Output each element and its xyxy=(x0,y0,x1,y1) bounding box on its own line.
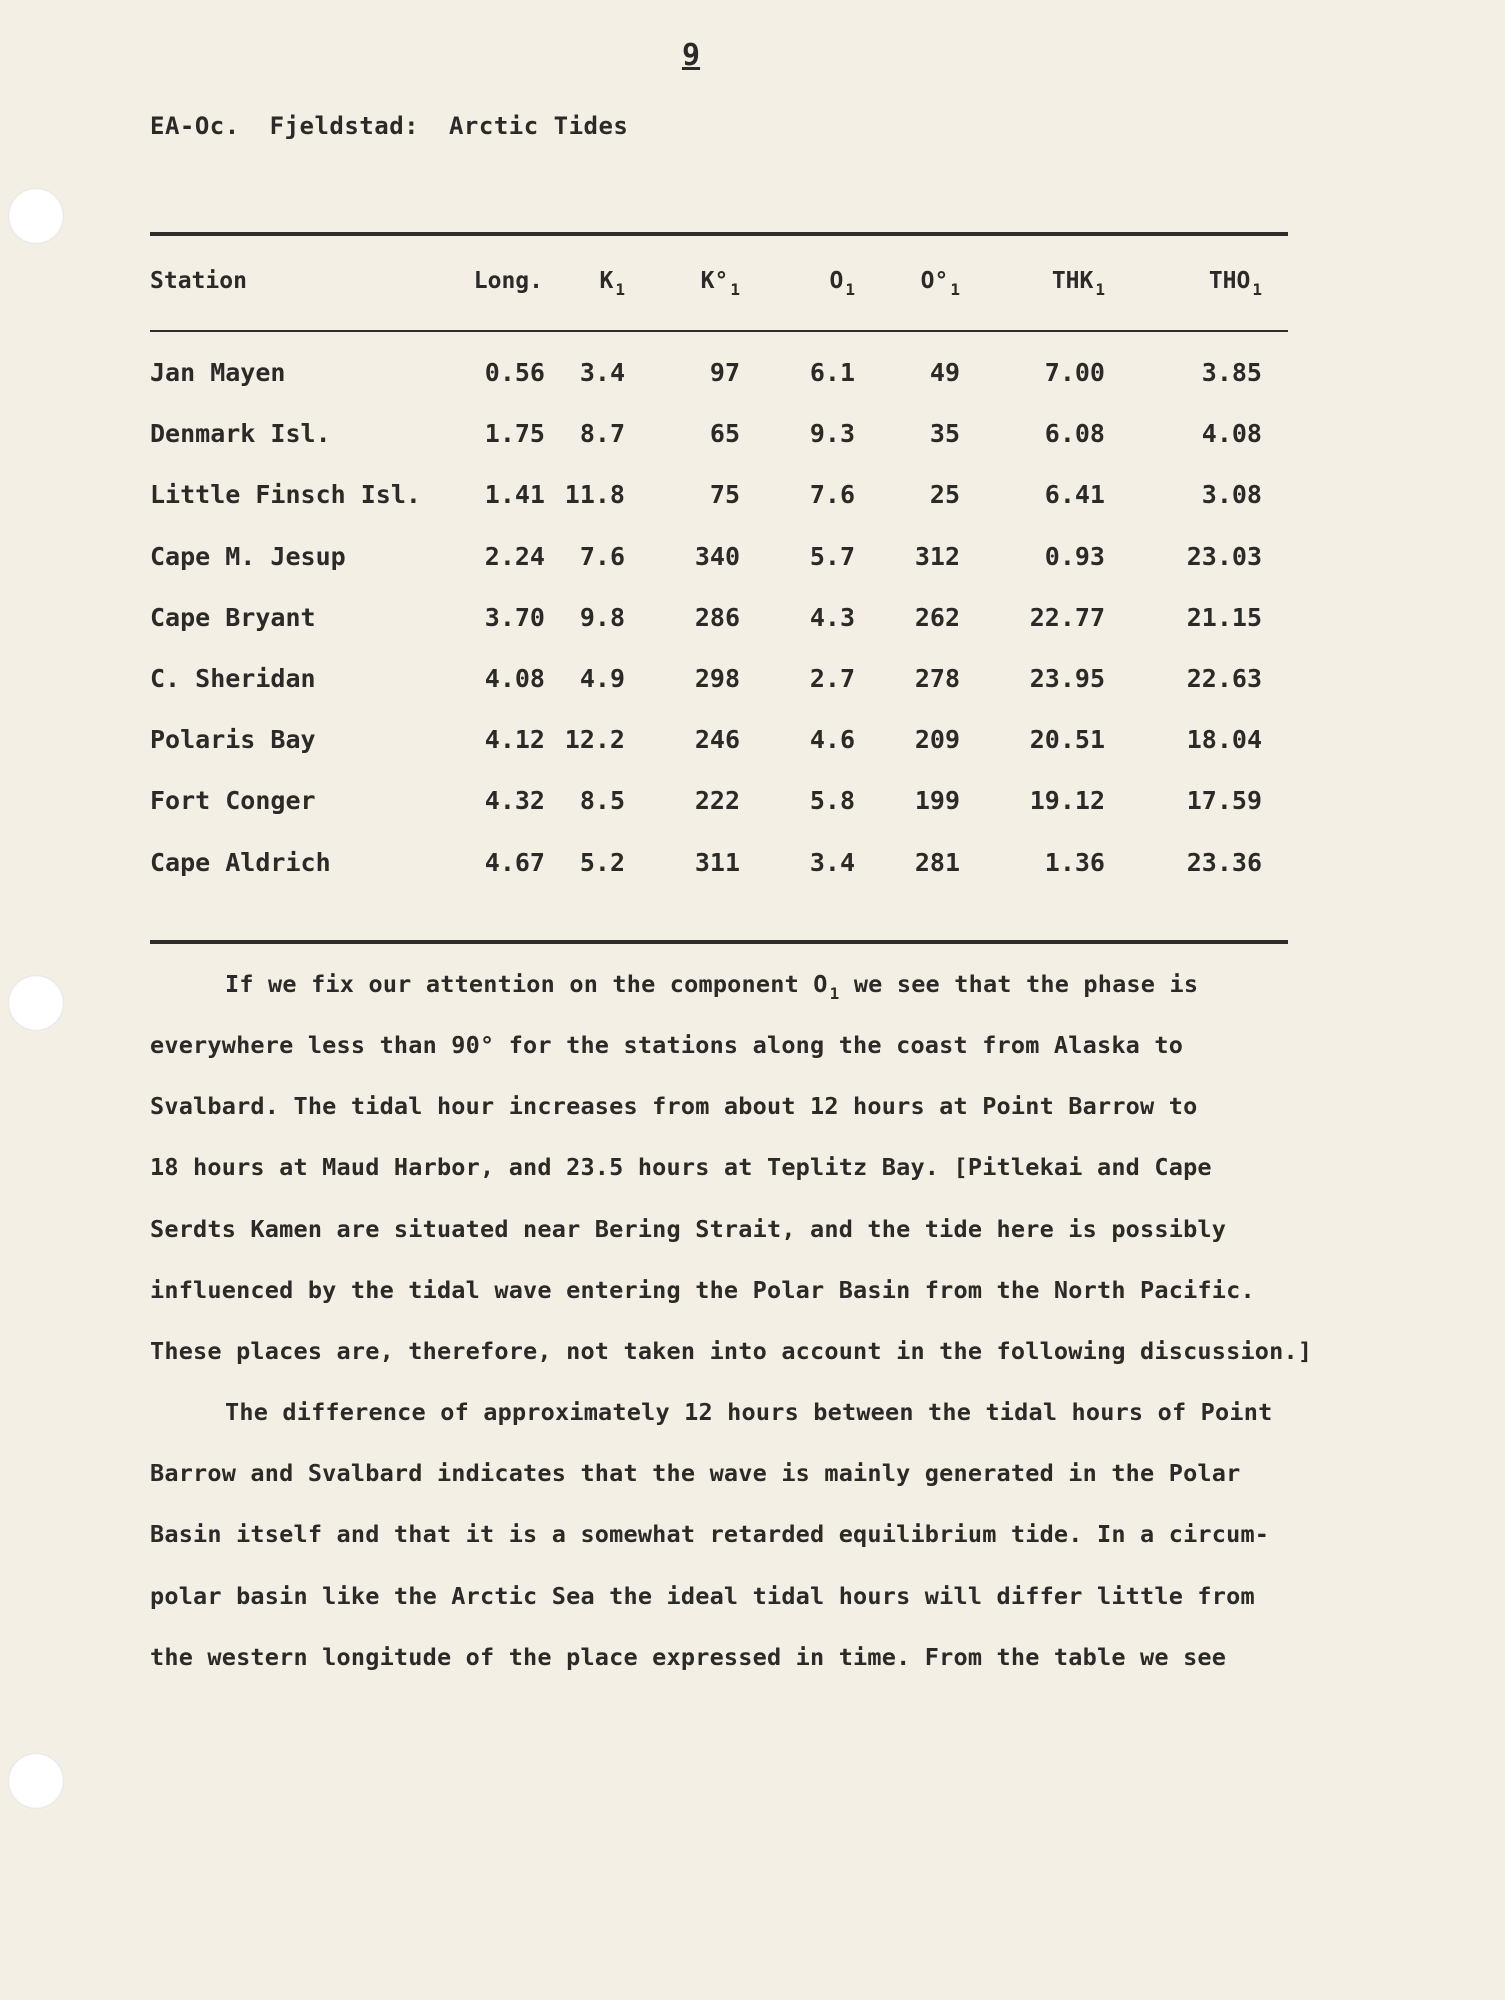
table-bottom-rule xyxy=(150,940,1288,944)
table-cell: 8.5 xyxy=(579,786,625,816)
column-header-label: Long. xyxy=(473,268,543,294)
page-number: 9 xyxy=(682,38,701,73)
table-cell: 3.4 xyxy=(809,847,855,877)
table-cell: 3.85 xyxy=(1201,358,1262,387)
column-header-label: THO xyxy=(1208,268,1251,294)
station-name: Fort Conger xyxy=(150,786,316,816)
table-cell: 281 xyxy=(914,847,960,877)
table-header-rule xyxy=(150,330,1288,332)
table-cell: 35 xyxy=(929,419,960,449)
table-cell: 49 xyxy=(929,358,960,387)
table-cell: 2.24 xyxy=(484,541,545,571)
punch-hole-middle xyxy=(8,975,64,1031)
station-name: Denmark Isl. xyxy=(150,419,331,449)
table-cell: 311 xyxy=(694,847,740,877)
column-header-label: Station xyxy=(150,268,247,294)
table-cell: 5.7 xyxy=(809,541,855,571)
column-header-subscript: 1 xyxy=(845,280,855,299)
paragraph-2-line: Barrow and Svalbard indicates that the wave is mainly generated in the Polar xyxy=(150,1459,1241,1488)
table-cell: 4.9 xyxy=(579,664,625,693)
paragraph-1-line: Svalbard. The tidal hour increases from about 12 hours at Point Barrow to xyxy=(150,1092,1198,1121)
table-cell: 3.70 xyxy=(484,602,545,632)
paragraph-1-line: Serdts Kamen are situated near Bering Strait, and the tide here is possibly xyxy=(150,1214,1227,1243)
table-cell: 9.8 xyxy=(579,602,625,632)
punch-hole-bottom xyxy=(8,1753,64,1809)
table-cell: 209 xyxy=(914,725,960,755)
table-cell: 278 xyxy=(914,664,960,693)
table-cell: 1.75 xyxy=(484,419,545,449)
paragraph-1-line-1-text-a: If we fix our attention on the component O xyxy=(225,970,828,998)
paragraph-1-line: These places are, therefore, not taken into account in the following discussion.] xyxy=(150,1337,1313,1365)
column-header-subscript: 1 xyxy=(730,280,740,299)
table-cell: 6.1 xyxy=(809,358,855,387)
column-header-label: O xyxy=(829,268,844,294)
table-cell: 4.08 xyxy=(1201,419,1262,449)
column-header-7 xyxy=(1140,268,1262,299)
table-cell: 4.67 xyxy=(484,847,545,877)
table-cell: 312 xyxy=(914,541,960,571)
table-cell: 7.6 xyxy=(579,541,625,571)
table-cell: 22.77 xyxy=(1029,602,1105,632)
station-name: C. Sheridan xyxy=(150,664,316,693)
table-cell: 65 xyxy=(709,419,740,449)
table-cell: 7.00 xyxy=(1044,358,1105,387)
paragraph-1-line: everywhere less than 90° for the stations along the coast from Alaska to xyxy=(150,1031,1184,1059)
column-header-subscript: 1 xyxy=(950,280,960,299)
table-cell: 7.6 xyxy=(809,480,855,510)
column-header-subscript: 1 xyxy=(1252,280,1262,299)
paragraph-2-line: Basin itself and that it is a somewhat retarded equilibrium tide. In a circum- xyxy=(150,1520,1270,1549)
column-header-2 xyxy=(535,268,625,299)
column-header-0 xyxy=(150,268,249,299)
table-cell: 5.8 xyxy=(809,786,855,816)
table-cell: 4.08 xyxy=(484,664,545,693)
table-cell: 3.4 xyxy=(579,358,625,387)
table-cell: 199 xyxy=(914,786,960,816)
column-header-4 xyxy=(765,268,855,299)
column-header-6 xyxy=(965,268,1105,299)
table-cell: 18.04 xyxy=(1186,725,1262,755)
o1-subscript: 1 xyxy=(829,984,840,1003)
table-cell: 262 xyxy=(914,602,960,632)
table-cell: 9.3 xyxy=(809,419,855,449)
table-cell: 25 xyxy=(929,480,960,510)
document-header: EA-Oc. Fjeldstad: Arctic Tides xyxy=(150,112,629,140)
table-cell: 1.41 xyxy=(484,480,545,510)
column-header-5 xyxy=(855,268,960,299)
station-name: Little Finsch Isl. xyxy=(150,480,421,510)
table-cell: 0.93 xyxy=(1044,541,1105,571)
table-cell: 6.41 xyxy=(1044,480,1105,510)
column-header-label: K° xyxy=(700,268,729,294)
paragraph-1-line: 18 hours at Maud Harbor, and 23.5 hours at Teplitz Bay. [Pitlekai and Cape xyxy=(150,1153,1212,1182)
table-cell: 22.63 xyxy=(1186,664,1262,693)
table-cell: 4.32 xyxy=(484,786,545,816)
column-header-label: K xyxy=(599,268,614,294)
column-header-subscript: 1 xyxy=(615,280,625,299)
column-header-label: THK xyxy=(1051,268,1094,294)
table-cell: 2.7 xyxy=(809,664,855,693)
table-cell: 11.8 xyxy=(564,480,625,510)
table-cell: 5.2 xyxy=(579,847,625,877)
table-cell: 0.56 xyxy=(484,358,545,387)
table-cell: 4.3 xyxy=(809,602,855,632)
station-name: Cape Bryant xyxy=(150,602,316,632)
table-cell: 3.08 xyxy=(1201,480,1262,510)
punch-hole-top xyxy=(8,188,64,244)
table-cell: 12.2 xyxy=(564,725,625,755)
table-cell: 23.36 xyxy=(1186,847,1262,877)
column-header-1 xyxy=(420,268,545,299)
table-cell: 23.03 xyxy=(1186,541,1262,571)
table-cell: 23.95 xyxy=(1029,664,1105,693)
table-cell: 6.08 xyxy=(1044,419,1105,449)
paragraph-2-line: the western longitude of the place expressed in time. From the table we see xyxy=(150,1642,1227,1671)
table-cell: 340 xyxy=(694,541,740,571)
table-cell: 298 xyxy=(694,664,740,693)
paragraph-2-line: polar basin like the Arctic Sea the ideal tidal hours will differ little from xyxy=(150,1581,1255,1610)
paragraph-2-line: The difference of approximately 12 hours between the tidal hours of Point xyxy=(225,1398,1273,1426)
table-cell: 17.59 xyxy=(1186,786,1262,816)
table-cell: 75 xyxy=(709,480,740,510)
table-cell: 222 xyxy=(694,786,740,816)
table-cell: 97 xyxy=(709,358,740,387)
column-header-3 xyxy=(655,268,740,299)
table-cell: 246 xyxy=(694,725,740,755)
table-cell: 286 xyxy=(694,602,740,632)
table-top-rule xyxy=(150,232,1288,236)
table-cell: 8.7 xyxy=(579,419,625,449)
column-header-subscript: 1 xyxy=(1095,280,1105,299)
paragraph-1-line: influenced by the tidal wave entering the Polar Basin from the North Pacific. xyxy=(150,1275,1255,1304)
station-name: Cape Aldrich xyxy=(150,847,331,877)
paragraph-1-line-1-text-b: we see that the phase is xyxy=(839,970,1199,998)
table-cell: 1.36 xyxy=(1044,847,1105,877)
table-cell: 20.51 xyxy=(1029,725,1105,755)
column-header-label: O° xyxy=(920,268,949,294)
station-name: Cape M. Jesup xyxy=(150,541,346,571)
table-cell: 19.12 xyxy=(1029,786,1105,816)
paragraph-1-line-1 xyxy=(225,970,1198,1003)
station-name: Polaris Bay xyxy=(150,725,316,755)
table-cell: 4.12 xyxy=(484,725,545,755)
table-cell: 4.6 xyxy=(809,725,855,755)
station-name: Jan Mayen xyxy=(150,358,286,387)
table-cell: 21.15 xyxy=(1186,602,1262,632)
